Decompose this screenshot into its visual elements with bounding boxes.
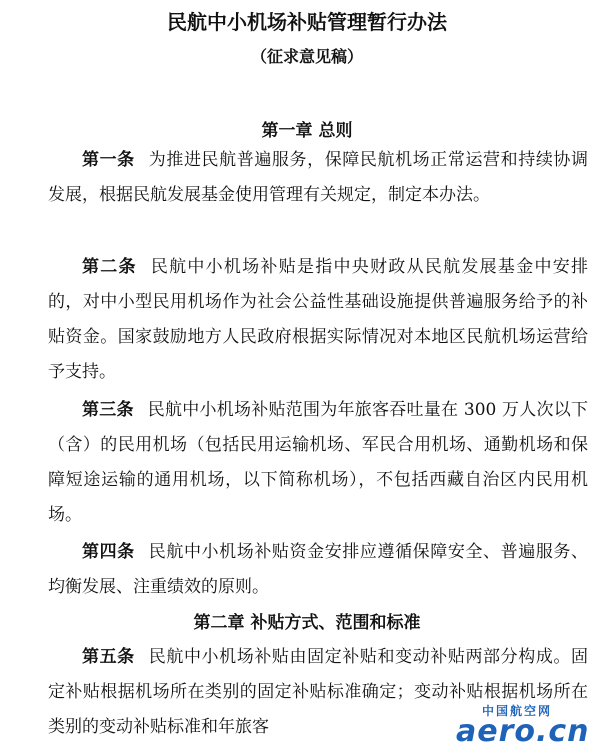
article-paragraph	[48, 143, 588, 213]
watermark-logo	[456, 702, 606, 752]
chapter-heading: 第二章 补贴方式、范围和标准	[193, 613, 421, 633]
article-label: 第二条	[82, 257, 137, 277]
article-text: 为推进民航普遍服务，保障民航机场正常运营和持续协调发展，根据民航发展基金使用管理有关规定，制定本办法。	[48, 150, 589, 205]
watermark-main-text: aero.cn	[456, 714, 590, 749]
article-label: 第三条	[82, 400, 134, 420]
article-paragraph	[48, 250, 588, 390]
article-label: 第四条	[82, 542, 135, 562]
document-subtitle: （征求意见稿）	[250, 47, 363, 66]
article-label: 第一条	[82, 150, 135, 170]
article-text: 民航中小机场补贴范围为年旅客吞吐量在 300 万人次以下（含）的民用机场（包括民用运输机场、军民合用机场、通勤机场和保障短途运输的通用机场，以下简称机场），不包括西藏自治区内民用机场。	[48, 400, 588, 525]
article-text: 民航中小机场补贴由固定补贴和变动补贴两部分构成。固定补贴根据机场所在类别的固定补贴标准确定；变动补贴根据机场所在类别的变动补贴标准和年旅客	[48, 647, 589, 737]
watermark-top-text: 中国航空网	[482, 704, 553, 718]
article-paragraph	[48, 535, 588, 605]
document-title: 民航中小机场补贴管理暂行办法	[167, 10, 447, 34]
chapter-heading: 第一章 总则	[261, 121, 353, 141]
article-paragraph	[48, 393, 588, 533]
article-label: 第五条	[82, 647, 135, 667]
article-text: 民航中小机场补贴资金安排应遵循保障安全、普遍服务、均衡发展、注重绩效的原则。	[48, 542, 589, 597]
article-text: 民航中小机场补贴是指中央财政从民航发展基金中安排的，对中小型民用机场作为社会公益性基础设施提供普遍服务给予的补贴资金。国家鼓励地方人民政府根据实际情况对本地区民航机场运营给予支持。	[48, 257, 589, 382]
